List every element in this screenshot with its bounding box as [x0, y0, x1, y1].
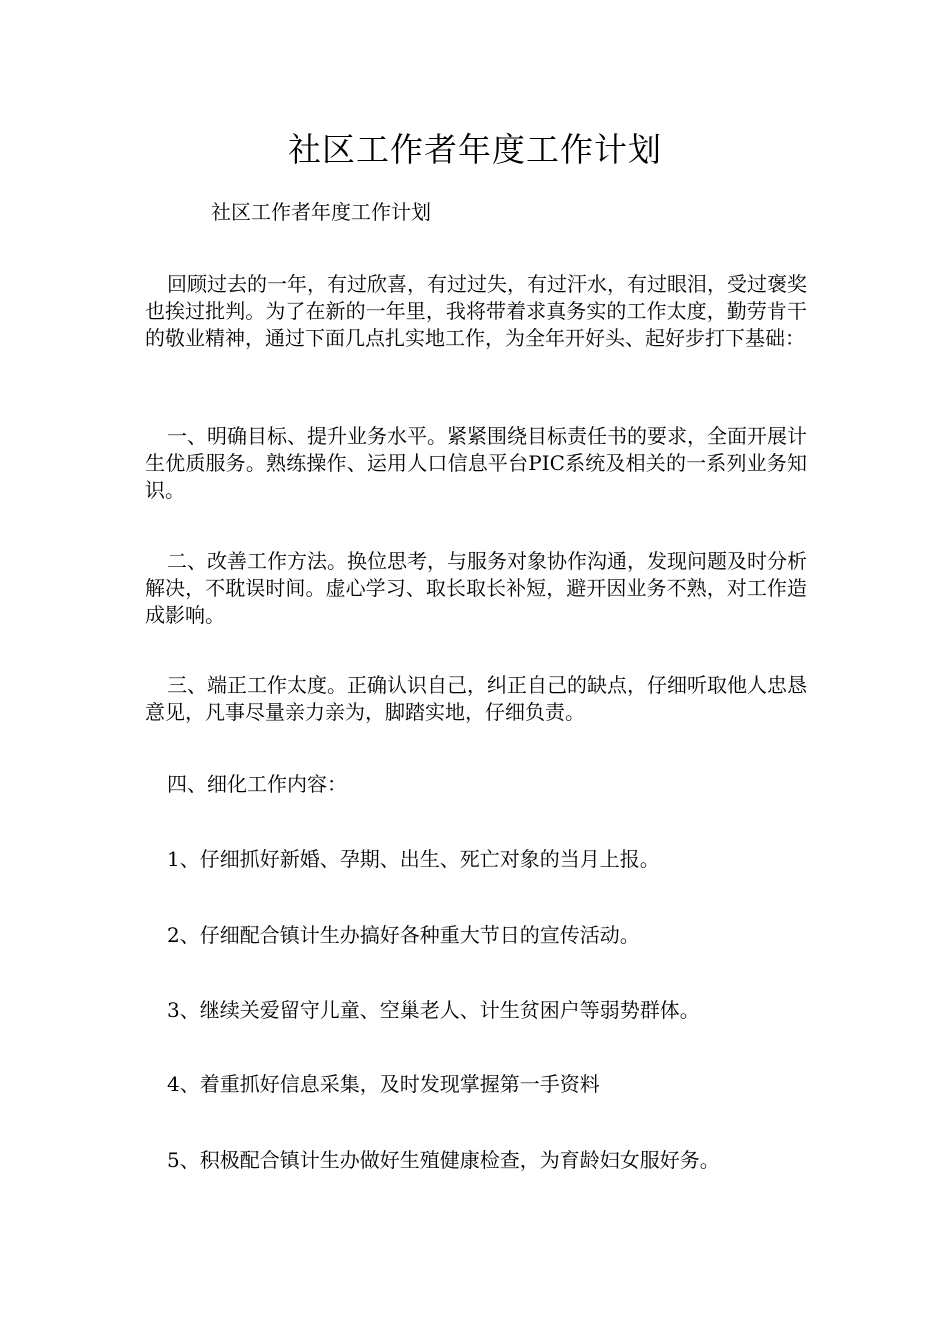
list-item-1: 1、仔细抓好新婚、孕期、出生、死亡对象的当月上报。	[167, 847, 660, 871]
document-subtitle: 社区工作者年度工作计划	[211, 200, 431, 224]
list-item-4: 4、着重抓好信息采集，及时发现掌握第一手资料	[167, 1072, 600, 1096]
section-paragraph-3: 三、端正工作太度。正确认识自己，纠正自己的缺点，仔细听取他人忠恳意见，凡事尽量亲力亲为，脚踏实地，仔细负责。	[145, 673, 807, 724]
intro-paragraph: 回顾过去的一年，有过欣喜，有过过失，有过汗水，有过眼泪，受过褒奖也挨过批判。为了在新的一年里，我将带着求真务实的工作太度，勤劳肯干的敬业精神，通过下面几点扎实地工作，为全年开好头、起好步打下基础：	[145, 272, 807, 350]
list-item-2: 2、仔细配合镇计生办搞好各种重大节日的宣传活动。	[167, 923, 640, 947]
document-title: 社区工作者年度工作计划	[288, 130, 662, 169]
section-paragraph-1: 一、明确目标、提升业务水平。紧紧围绕目标责任书的要求，全面开展计生优质服务。熟练操作、运用人口信息平台PIC系统及相关的一系列业务知识。	[145, 424, 807, 502]
list-item-3: 3、继续关爱留守儿童、空巢老人、计生贫困户等弱势群体。	[167, 998, 700, 1022]
detail-heading: 四、细化工作内容：	[167, 772, 347, 796]
section-paragraph-2: 二、改善工作方法。换位思考，与服务对象协作沟通，发现问题及时分析解决，不耽误时间。虚心学习、取长取长补短，避开因业务不熟，对工作造成影响。	[145, 549, 807, 627]
list-item-5: 5、积极配合镇计生办做好生殖健康检查，为育龄妇女服好务。	[167, 1148, 720, 1172]
